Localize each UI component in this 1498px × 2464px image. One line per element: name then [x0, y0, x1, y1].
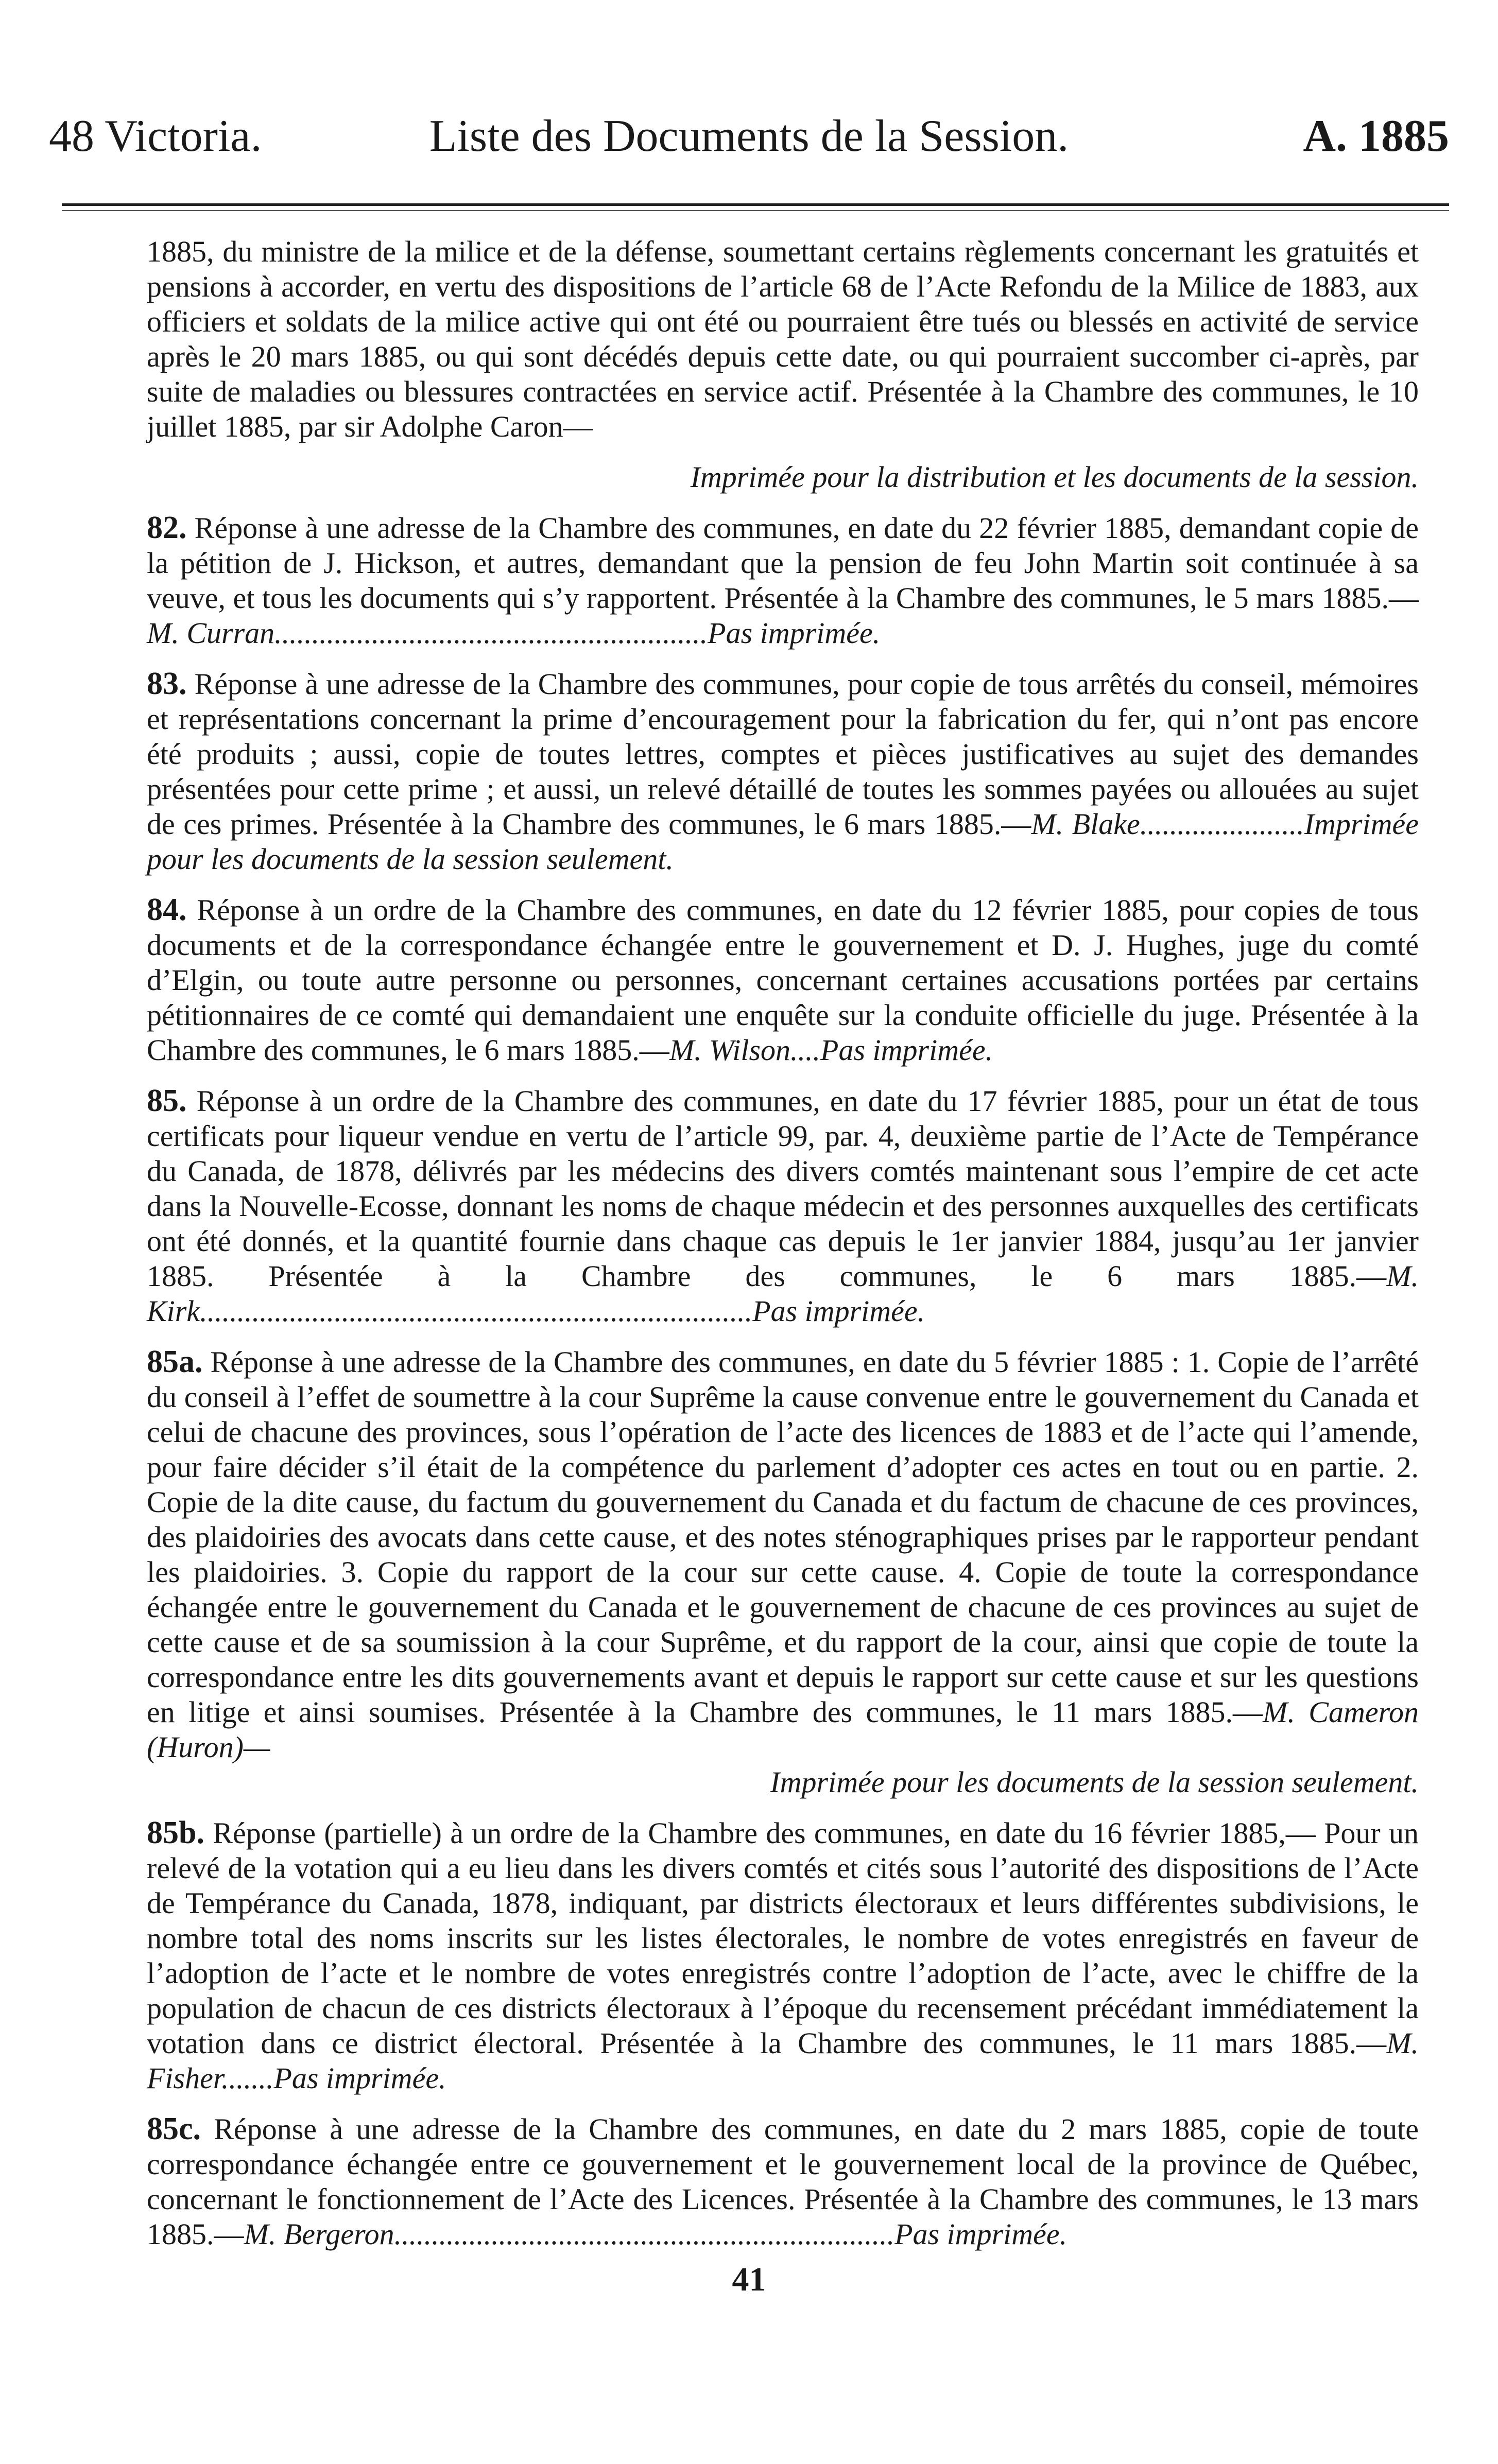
entry-text: Réponse (partielle) à un ordre de la Chambre des communes, en date du 16 février 1885,— Pour un relevé de la votation qui a eu lieu dans les divers comtés et cités sous l’autorité des dispositions de l’Acte de Tempérance du Canada, 1878, indiquant, par districts électoraux et leurs différentes subdivisions, le nombre total des noms inscrits sur les listes électorales, le nombre de votes enregistrés en faveur de l’adoption de l’acte et le nombre de votes enregistrés contre l’adoption de l’acte, avec le chiffre de la population de chacun de ces districts électoraux à l’époque du recensement précédant immédiatement la votation dans ce district électoral. Présentée à la Chambre des communes, le 11 mars 1885.— [147, 1816, 1419, 2060]
entry-tail: M. Curran..........................................................Pas imprimée. [147, 616, 881, 650]
entry-85b [147, 1815, 1419, 2096]
intro-text: 1885, du ministre de la milice et de la défense, soumettant certains règlements concernant les gratuités et pensions à accorder, en vertu des dispositions de l’article 68 de l’Acte Refondu de la Milice de 1883, aux officiers et soldats de la milice active qui ont été ou pourraient être tués ou blessés en activité de service après le 20 mars 1885, ou qui sont décédés depuis cette date, ou qui pourraient succomber ci-après, par suite de maladies ou blessures contractées en service actif. Présentée à la Chambre des communes, le 10 juillet 1885, par sir Adolphe Caron— [147, 235, 1419, 443]
entry-text: Réponse à une adresse de la Chambre des communes, en date du 22 février 1885, demandant copie de la pétition de J. Hickson, et autres, demandant que la pension de feu John Martin soit continuée à sa veuve, et tous les documents qui s’y rapportent. Présentée à la Chambre des communes, le 5 mars 1885.— [147, 511, 1419, 615]
entry-text: Réponse à une adresse de la Chambre des communes, pour copie de tous arrêtés du conseil, mémoires et représentations concernant la prime d’encouragement pour la fabrication du fer, qui n’ont pas encore été produits ; aussi, copie de toutes lettres, comptes et pièces justificatives au sujet des demandes présentées pour cette prime ; et aussi, un relevé détaillé de toutes les sommes payées ou allouées au sujet de ces primes. Présentée à la Chambre des communes, le 6 mars 1885.— [147, 667, 1419, 841]
entry-tail: M. Blake......................Imprimée pour les documents de la session seulement. [147, 807, 1419, 876]
entry-84 [147, 892, 1419, 1068]
entry-text: Réponse à une adresse de la Chambre des communes, en date du 2 mars 1885, copie de toute correspondance échangée entre ce gouvernement et le gouvernement local de la province de Québec, concernant le fonctionnement de l’Acte des Licences. Présentée à la Chambre des communes, le 13 mars 1885.— [147, 2112, 1419, 2251]
entry-85 [147, 1083, 1419, 1329]
entry-number: 85c. [147, 2111, 201, 2146]
entry-tail: M. Kirk..........................................................................Pas imprimée. [147, 1259, 1419, 1328]
header-year: A. 1885 [1303, 111, 1449, 161]
header-title: Liste des Documents de la Session. [429, 111, 1069, 161]
header-rule [62, 203, 1449, 206]
header-volume: 48 Victoria. [49, 111, 262, 161]
entry-82 [147, 510, 1419, 651]
entry-85a-tail2: Imprimée pour les documents de la session seulement. [770, 1765, 1419, 1799]
entry-85a [147, 1344, 1419, 1765]
page-number: 41 [732, 2261, 766, 2298]
entry-number: 85a. [147, 1344, 203, 1379]
entry-number: 83. [147, 666, 187, 701]
entry-text: Réponse à une adresse de la Chambre des communes, en date du 5 février 1885 : 1. Copie de l’arrêté du conseil à l’effet de soumettre à la cour Suprême la cause convenue entre le gouvernement du Canada et celui de chacune des provinces, sous l’opération de l’acte des licences de 1883 et de l’acte qui l’amende, pour faire décider s’il était de la compétence du parlement d’adopter ces actes en tout ou en partie. 2. Copie de la dite cause, du factum du gouvernement du Canada et du factum de chacune de ces provinces, des plaidoiries des avocats dans cette cause, et des notes sténographiques prises par le rapporteur pendant les plaidoiries. 3. Copie du rapport de la cour sur cette cause. 4. Copie de toute la correspondance échangée entre le gouvernement du Canada et le gouvernement de chacune de ces provinces au sujet de cette cause et de sa soumission à la cour Suprême, et du rapport de la cour, ainsi que copie de toute la correspondance entre les dits gouvernements avant et depuis le rapport sur cette cause et sur les questions en litige et ainsi soumises. Présentée à la Chambre des communes, le 11 mars 1885.— [147, 1345, 1419, 1729]
document-body [147, 234, 1419, 2267]
entry-number: 85b. [147, 1815, 204, 1850]
entry-number: 85. [147, 1083, 187, 1118]
entry-text: Réponse à un ordre de la Chambre des communes, en date du 17 février 1885, pour un état de tous certificats pour liqueur vendue en vertu de l’article 99, par. 4, deuxième partie de l’Acte de Tempérance du Canada, de 1878, délivrés par les médecins des divers comtés maintenant sous l’empire de cet acte dans la Nouvelle-Ecosse, donnant les noms de chaque médecin et des personnes auxquelles des certificats ont été donnés, et la quantité fournie dans chaque cas depuis le 1er janvier 1884, jusqu’au 1er janvier 1885. Présentée à la Chambre des communes, le 6 mars 1885.— [147, 1084, 1419, 1293]
intro-tail: Imprimée pour la distribution et les documents de la session. [690, 460, 1419, 494]
entry-tail: M. Wilson....Pas imprimée. [669, 1033, 993, 1067]
entry-tail: M. Fisher.......Pas imprimée. [147, 2026, 1419, 2095]
entry-number: 82. [147, 510, 187, 545]
entry-tail: M. Bergeron...................................................................Pas imprimée. [244, 2217, 1067, 2251]
page-header [49, 108, 1449, 165]
entry-number: 84. [147, 892, 187, 927]
header-rule-thin [62, 210, 1449, 211]
entry-83 [147, 666, 1419, 877]
entry-text: Réponse à un ordre de la Chambre des communes, en date du 12 février 1885, pour copies de tous documents et de la correspondance échangée entre le gouvernement et D. J. Hughes, juge du comté d’Elgin, ou toute autre personne ou personnes, concernant certaines accusations portées par certains pétitionnaires de ce comté qui demandaient une enquête sur la conduite officielle du juge. Présentée à la Chambre des communes, le 6 mars 1885.— [147, 893, 1419, 1067]
entry-85c [147, 2111, 1419, 2252]
entry-tail: M. Cameron (Huron)— [147, 1695, 1419, 1764]
intro-paragraph [147, 234, 1419, 444]
